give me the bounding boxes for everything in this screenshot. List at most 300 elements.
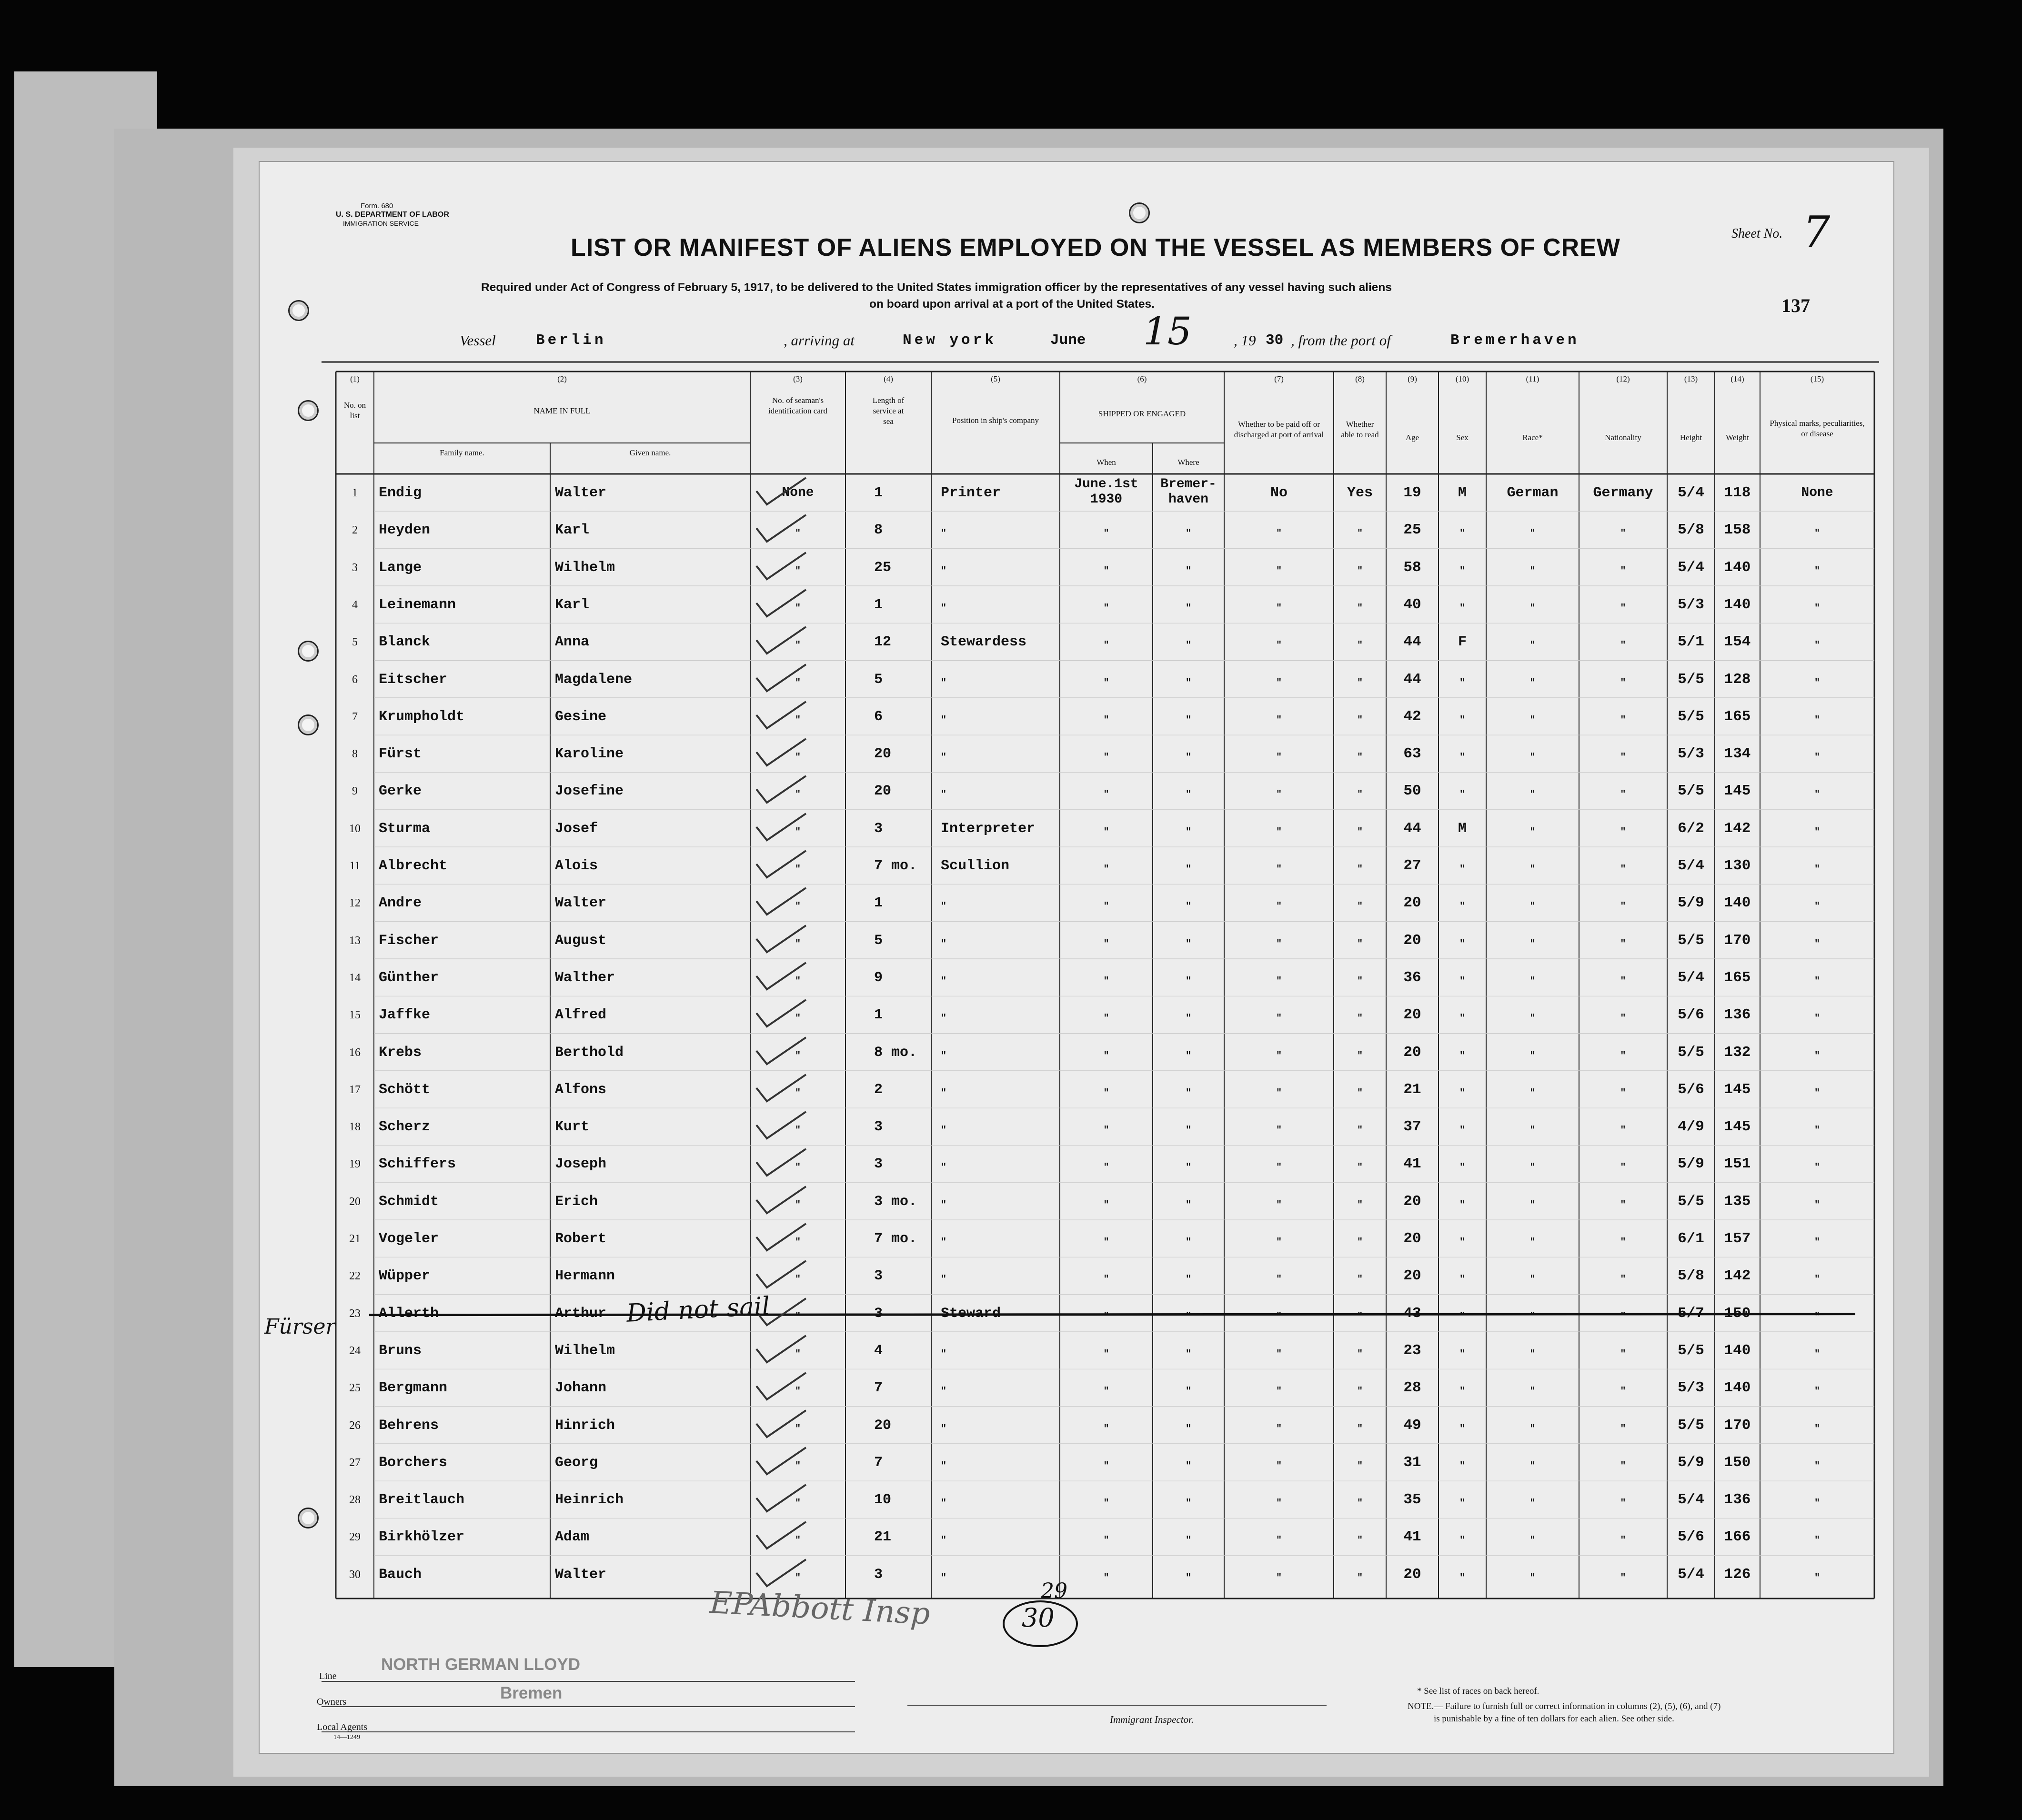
- cell-where: ": [1185, 1386, 1191, 1398]
- cell-service: 8 mo.: [874, 1044, 917, 1061]
- cell-race: ": [1529, 1386, 1536, 1398]
- cell-when: ": [1103, 1274, 1109, 1286]
- cell-given: Hinrich: [555, 1417, 615, 1434]
- cell-marks: ": [1814, 1423, 1820, 1435]
- cell-weight: 170: [1724, 932, 1751, 949]
- cell-paid: ": [1276, 677, 1282, 689]
- cell-nationality: ": [1620, 1237, 1626, 1248]
- cell-family: Heyden: [379, 522, 431, 539]
- cell-where: ": [1185, 826, 1191, 838]
- table-row: [260, 1481, 1893, 1518]
- cell-where: ": [1185, 1460, 1191, 1472]
- cell-when: ": [1103, 1348, 1109, 1360]
- year-prefix: , 19: [1234, 332, 1256, 349]
- col7-number: (7): [1274, 374, 1284, 383]
- cell-marks: ": [1814, 1050, 1820, 1062]
- cell-read: ": [1357, 1460, 1363, 1472]
- cell-family: Andre: [379, 895, 422, 912]
- check-mark-icon: [753, 1184, 810, 1217]
- cell-service: 3: [874, 820, 883, 837]
- cell-given: Wilhelm: [555, 1342, 615, 1359]
- cell-position: ": [941, 1013, 947, 1025]
- cell-given: Adam: [555, 1529, 590, 1546]
- arrival-month: June: [1050, 332, 1086, 349]
- cell-sex: ": [1459, 1348, 1465, 1360]
- cell-marks: ": [1814, 938, 1820, 950]
- cell-position: ": [941, 1348, 947, 1360]
- col13-number: (13): [1684, 374, 1698, 383]
- cell-marks: ": [1814, 1237, 1820, 1248]
- cell-height: 5/6: [1678, 1081, 1704, 1098]
- col15-number: (15): [1810, 374, 1824, 383]
- cell-when: ": [1103, 1050, 1109, 1062]
- cell-when: ": [1103, 826, 1109, 838]
- cell-marks: ": [1814, 864, 1820, 875]
- col9-number: (9): [1408, 374, 1417, 383]
- cell-card: None: [782, 485, 814, 500]
- cell-nationality: ": [1620, 789, 1626, 801]
- cell-weight: 142: [1724, 820, 1751, 837]
- cell-race: ": [1529, 938, 1536, 950]
- cell-position: ": [941, 603, 947, 614]
- act-subtitle-line2: on board upon arrival at a port of the United States.: [869, 298, 1155, 311]
- cell-no: 2: [352, 524, 358, 537]
- cell-marks: ": [1814, 1535, 1820, 1547]
- table-row: [260, 847, 1893, 884]
- cell-no: 22: [349, 1270, 361, 1283]
- cell-sex: ": [1459, 1386, 1465, 1398]
- cell-given: Anna: [555, 634, 590, 651]
- cell-age: 20: [1403, 895, 1421, 912]
- col2-label: NAME IN FULL: [533, 406, 591, 415]
- cell-when: ": [1103, 1087, 1109, 1099]
- cell-card: ": [795, 1498, 801, 1509]
- cell-card: ": [795, 1311, 801, 1323]
- cell-no: 14: [349, 971, 361, 984]
- cell-position: ": [941, 938, 947, 950]
- cell-age: 20: [1403, 1267, 1421, 1285]
- cell-nationality: ": [1620, 640, 1626, 652]
- arrival-day: 15: [1143, 309, 1192, 353]
- cell-sex: M: [1458, 485, 1467, 501]
- cell-weight: 145: [1724, 783, 1751, 800]
- cell-weight: 136: [1724, 1006, 1751, 1024]
- cell-when: ": [1103, 975, 1109, 987]
- cell-sex: ": [1459, 1237, 1465, 1248]
- cell-no: 20: [349, 1195, 361, 1208]
- cell-nationality: ": [1620, 1013, 1626, 1025]
- cell-given: Gesine: [555, 708, 607, 725]
- cell-no: 10: [349, 822, 361, 835]
- check-mark-icon: [753, 1557, 810, 1590]
- col7-label: Whether to be paid off or discharged at port of arrival: [1234, 420, 1324, 439]
- cell-read: ": [1357, 714, 1363, 726]
- cell-family: Schmidt: [379, 1193, 439, 1210]
- cell-height: 5/8: [1678, 522, 1704, 539]
- cell-nationality: ": [1620, 565, 1626, 577]
- check-mark-icon: [753, 662, 810, 695]
- cell-paid: ": [1276, 1460, 1282, 1472]
- cell-nationality: ": [1620, 603, 1626, 614]
- table-row: [260, 922, 1893, 959]
- cell-card: ": [795, 1162, 801, 1174]
- cell-position: ": [941, 1535, 947, 1547]
- cell-paid: ": [1276, 1125, 1282, 1136]
- table-row: [260, 1295, 1893, 1332]
- cell-sex: ": [1459, 565, 1465, 577]
- cell-when: ": [1103, 938, 1109, 950]
- cell-paid: ": [1276, 975, 1282, 987]
- cell-nationality: ": [1620, 864, 1626, 875]
- cell-given: Joseph: [555, 1156, 607, 1173]
- check-mark-icon: [753, 1258, 810, 1291]
- cell-card: ": [795, 1013, 801, 1025]
- cell-service: 3: [874, 1268, 883, 1285]
- cell-no: 28: [349, 1494, 361, 1507]
- cell-no: 21: [349, 1233, 361, 1245]
- check-mark-icon: [753, 512, 810, 545]
- cell-race: ": [1529, 714, 1536, 726]
- cell-where: ": [1185, 603, 1191, 614]
- cell-race: ": [1529, 789, 1536, 801]
- inspector-label: Immigrant Inspector.: [1110, 1714, 1194, 1725]
- cell-service: 6: [874, 708, 883, 725]
- col14-label: Weight: [1726, 433, 1749, 442]
- cell-paid: ": [1276, 1050, 1282, 1062]
- cell-where: ": [1185, 1125, 1191, 1136]
- cell-read: ": [1357, 1050, 1363, 1062]
- cell-age: 20: [1403, 1566, 1421, 1583]
- cell-given: Arthur: [555, 1305, 607, 1322]
- cell-weight: 165: [1724, 708, 1751, 725]
- cell-family: Krumpholdt: [379, 708, 465, 725]
- cell-where: ": [1185, 975, 1191, 987]
- cell-position: ": [941, 565, 947, 577]
- cell-service: 7: [874, 1454, 883, 1471]
- cell-sex: ": [1459, 752, 1465, 764]
- cell-marks: ": [1814, 1162, 1820, 1174]
- cell-position: ": [941, 1498, 947, 1509]
- cell-height: 5/5: [1678, 1417, 1704, 1434]
- cell-read: ": [1357, 864, 1363, 875]
- cell-service: 1: [874, 485, 883, 501]
- cell-where: ": [1185, 1199, 1191, 1211]
- cell-height: 5/6: [1678, 1528, 1704, 1546]
- cell-when: ": [1103, 901, 1109, 913]
- arrival-year: 30: [1266, 332, 1284, 349]
- cell-sex: ": [1459, 789, 1465, 801]
- cell-age: 40: [1403, 596, 1421, 613]
- check-mark-icon: [753, 475, 810, 508]
- cell-paid: ": [1276, 714, 1282, 726]
- cell-where: ": [1185, 677, 1191, 689]
- col4-label: Length of service at sea: [872, 396, 905, 426]
- cell-age: 41: [1403, 1528, 1421, 1546]
- form-number: Form. 680: [361, 202, 393, 210]
- cell-weight: 166: [1724, 1528, 1751, 1546]
- local-agents-label: Local Agents: [317, 1722, 368, 1732]
- cell-race: ": [1529, 528, 1536, 540]
- cell-position: ": [941, 1423, 947, 1435]
- cell-no: 17: [349, 1083, 361, 1096]
- cell-age: 36: [1403, 969, 1421, 986]
- cell-read: ": [1357, 1311, 1363, 1323]
- manifest-sheet: [260, 162, 1893, 1753]
- cell-paid: ": [1276, 864, 1282, 875]
- cell-age: 49: [1403, 1417, 1421, 1434]
- check-mark-icon: [753, 1408, 810, 1441]
- cell-height: 6/1: [1678, 1230, 1704, 1247]
- cell-position: ": [941, 1386, 947, 1398]
- cell-family: Allerth: [379, 1305, 439, 1322]
- cell-card: ": [795, 1050, 801, 1062]
- from-port-label: , from the port of: [1291, 332, 1391, 349]
- cell-marks: ": [1814, 1460, 1820, 1472]
- cell-age: 20: [1403, 1193, 1421, 1210]
- col6-label: SHIPPED OR ENGAGED: [1098, 409, 1186, 418]
- cell-read: ": [1357, 640, 1363, 652]
- cell-sex: ": [1459, 1050, 1465, 1062]
- cell-service: 1: [874, 1007, 883, 1024]
- cell-position: ": [941, 1125, 947, 1136]
- cell-card: ": [795, 603, 801, 614]
- col3-label: No. of seaman's identification card: [768, 396, 828, 415]
- cell-paid: ": [1276, 1237, 1282, 1248]
- cell-sex: ": [1459, 1125, 1465, 1136]
- cell-service: 25: [874, 559, 892, 576]
- cell-marks: ": [1814, 603, 1820, 614]
- cell-age: 44: [1403, 633, 1421, 651]
- cell-height: 4/9: [1678, 1118, 1704, 1136]
- cell-paid: ": [1276, 603, 1282, 614]
- cell-height: 5/9: [1678, 1156, 1704, 1173]
- cell-age: 35: [1403, 1491, 1421, 1508]
- cell-height: 5/5: [1678, 1342, 1704, 1359]
- cell-no: 8: [352, 748, 358, 761]
- owners-label: Owners: [317, 1697, 347, 1707]
- cell-marks: ": [1814, 1311, 1820, 1323]
- cell-nationality: ": [1620, 1423, 1626, 1435]
- col10-number: (10): [1455, 374, 1469, 383]
- cell-where: ": [1185, 938, 1191, 950]
- cell-read: ": [1357, 565, 1363, 577]
- cell-sex: ": [1459, 714, 1465, 726]
- cell-race: ": [1529, 975, 1536, 987]
- cell-where: ": [1185, 714, 1191, 726]
- check-mark-icon: [753, 1333, 810, 1366]
- cell-given: Magdalene: [555, 671, 633, 688]
- table-row: [260, 623, 1893, 660]
- cell-paid: ": [1276, 826, 1282, 838]
- cell-sex: ": [1459, 1572, 1465, 1584]
- cell-no: 27: [349, 1456, 361, 1469]
- cell-position: ": [941, 1199, 947, 1211]
- cell-weight: 126: [1724, 1566, 1751, 1583]
- cell-when: ": [1103, 1535, 1109, 1547]
- cell-marks: ": [1814, 1498, 1820, 1509]
- penalty-note-line2: is punishable by a fine of ten dollars for each alien. See other side.: [1434, 1714, 1674, 1724]
- cell-when: ": [1103, 1237, 1109, 1248]
- table-row: [260, 474, 1893, 511]
- cell-read: ": [1357, 1162, 1363, 1174]
- cell-age: 44: [1403, 671, 1421, 688]
- cell-read: ": [1357, 826, 1363, 838]
- table-row: [260, 1220, 1893, 1257]
- cell-when: ": [1103, 603, 1109, 614]
- cell-paid: ": [1276, 901, 1282, 913]
- cell-card: ": [795, 1460, 801, 1472]
- cell-paid: ": [1276, 1498, 1282, 1509]
- cell-paid: ": [1276, 1087, 1282, 1099]
- cell-race: ": [1529, 1199, 1536, 1211]
- col8-label: Whether able to read: [1341, 420, 1379, 439]
- cell-paid: ": [1276, 1535, 1282, 1547]
- punch-hole: [298, 400, 319, 421]
- cell-given: Josef: [555, 820, 598, 837]
- cell-marks: ": [1814, 752, 1820, 764]
- cell-service: 3: [874, 1566, 883, 1583]
- cell-no: 24: [349, 1344, 361, 1357]
- cell-read: ": [1357, 938, 1363, 950]
- cell-service: 10: [874, 1492, 892, 1508]
- cell-read: ": [1357, 1274, 1363, 1286]
- col14-number: (14): [1730, 374, 1744, 383]
- col12-label: Nationality: [1605, 433, 1641, 442]
- cell-age: 41: [1403, 1156, 1421, 1173]
- cell-weight: 118: [1724, 484, 1751, 501]
- cell-age: 50: [1403, 783, 1421, 800]
- cell-race: ": [1529, 1311, 1536, 1323]
- cell-position: Scullion: [941, 858, 1010, 874]
- cell-family: Lange: [379, 559, 422, 576]
- col2-number: (2): [557, 374, 567, 383]
- cell-marks: ": [1814, 528, 1820, 540]
- cell-card: ": [795, 1535, 801, 1547]
- cell-card: ": [795, 1423, 801, 1435]
- cell-nationality: ": [1620, 975, 1626, 987]
- col4-number: (4): [884, 374, 893, 383]
- cell-marks: ": [1814, 714, 1820, 726]
- cell-where: ": [1185, 1498, 1191, 1509]
- cell-nationality: ": [1620, 1199, 1626, 1211]
- did-not-sail-note: Did not sail: [625, 1292, 771, 1328]
- races-note: * See list of races on back hereof.: [1417, 1686, 1539, 1696]
- cell-no: 6: [352, 673, 358, 686]
- cell-age: 27: [1403, 857, 1421, 874]
- cell-no: 23: [349, 1307, 361, 1320]
- cell-given: Johann: [555, 1380, 607, 1397]
- cell-race: ": [1529, 752, 1536, 764]
- cell-marks: ": [1814, 1274, 1820, 1286]
- cell-card: ": [795, 975, 801, 987]
- cell-height: 5/6: [1678, 1006, 1704, 1024]
- cell-marks: ": [1814, 975, 1820, 987]
- check-mark-icon: [753, 699, 810, 732]
- vessel-name: Berlin: [536, 332, 606, 349]
- cell-weight: 140: [1724, 596, 1751, 613]
- cell-when: ": [1103, 1386, 1109, 1398]
- owners-value: Bremen: [500, 1684, 563, 1702]
- cell-family: Behrens: [379, 1417, 439, 1434]
- cell-age: 25: [1403, 522, 1421, 539]
- cell-sex: F: [1458, 634, 1467, 651]
- cell-sex: ": [1459, 901, 1465, 913]
- cell-position: ": [941, 1572, 947, 1584]
- cell-race: ": [1529, 640, 1536, 652]
- cell-weight: 142: [1724, 1267, 1751, 1285]
- cell-given: Heinrich: [555, 1492, 624, 1508]
- cell-height: 5/8: [1678, 1267, 1704, 1285]
- cell-race: ": [1529, 864, 1536, 875]
- cell-height: 5/3: [1678, 596, 1704, 613]
- cell-nationality: ": [1620, 901, 1626, 913]
- cell-height: 5/5: [1678, 932, 1704, 949]
- cell-given: Hermann: [555, 1268, 615, 1285]
- cell-weight: 140: [1724, 895, 1751, 912]
- cell-family: Schött: [379, 1081, 431, 1098]
- service-label: IMMIGRATION SERVICE: [343, 220, 419, 227]
- vessel-label: Vessel: [460, 332, 496, 349]
- cell-nationality: Germany: [1593, 485, 1653, 501]
- cell-where: ": [1185, 789, 1191, 801]
- cell-weight: 170: [1724, 1417, 1751, 1434]
- cell-family: Blanck: [379, 634, 431, 651]
- cell-paid: ": [1276, 789, 1282, 801]
- cell-age: 23: [1403, 1342, 1421, 1359]
- cell-service: 7 mo.: [874, 858, 917, 874]
- check-mark-icon: [753, 1519, 810, 1552]
- cell-position: ": [941, 1274, 947, 1286]
- check-mark-icon: [753, 624, 810, 657]
- cell-when: ": [1103, 864, 1109, 875]
- cell-marks: None: [1801, 485, 1833, 500]
- cell-given: Walter: [555, 895, 607, 912]
- col9-label: Age: [1405, 433, 1419, 442]
- check-mark-icon: [753, 997, 810, 1030]
- cell-read: ": [1357, 677, 1363, 689]
- cell-position: ": [941, 901, 947, 913]
- cell-no: 30: [349, 1568, 361, 1581]
- cell-read: ": [1357, 1572, 1363, 1584]
- cell-marks: ": [1814, 1125, 1820, 1136]
- cell-sex: ": [1459, 864, 1465, 875]
- cell-family: Gerke: [379, 783, 422, 800]
- department-label: U. S. DEPARTMENT OF LABOR: [336, 211, 449, 219]
- cell-no: 25: [349, 1382, 361, 1395]
- cell-family: Bergmann: [379, 1380, 448, 1397]
- cell-paid: ": [1276, 752, 1282, 764]
- cell-card: ": [795, 752, 801, 764]
- col8-number: (8): [1355, 374, 1365, 383]
- col5-number: (5): [991, 374, 1000, 383]
- cell-weight: 154: [1724, 633, 1751, 651]
- cell-service: 4: [874, 1342, 883, 1359]
- cell-weight: 145: [1724, 1118, 1751, 1136]
- cell-weight: 145: [1724, 1081, 1751, 1098]
- crew-count-bottom: 30: [1022, 1603, 1055, 1633]
- cell-given: Alois: [555, 858, 598, 874]
- cell-nationality: ": [1620, 1386, 1626, 1398]
- cell-nationality: ": [1620, 1498, 1626, 1509]
- cell-paid: ": [1276, 1572, 1282, 1584]
- cell-card: ": [795, 1348, 801, 1360]
- cell-no: 13: [349, 934, 361, 947]
- cell-sex: ": [1459, 1199, 1465, 1211]
- cell-position: ": [941, 528, 947, 540]
- cell-paid: ": [1276, 1423, 1282, 1435]
- cell-family: Günther: [379, 969, 439, 986]
- cell-weight: 151: [1724, 1156, 1751, 1173]
